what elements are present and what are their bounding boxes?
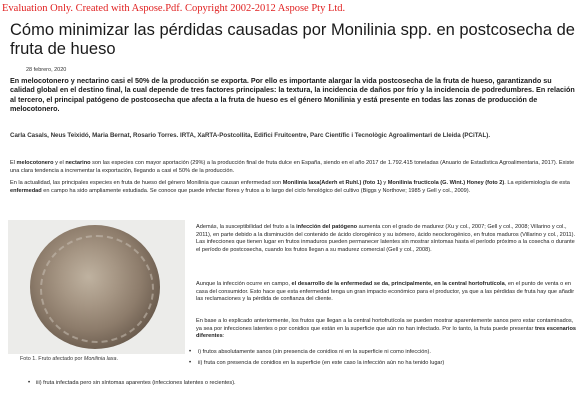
authors-line: Carla Casals, Neus Teixidó, Maria Bernat, Rosario Torres. IRTA, XaRTA-Postcollita, Edifici Fruitcentre, Parc Científic i Tecnològic Agroalimentari de Lleida (PCiTAL).	[10, 132, 491, 139]
disease-development-paragraph: Aunque la infección ocurre en campo, el desarrollo de la enfermedad se da, principalmente, en la central hortofrutícola, en el punto de venta o en casa del consumidor. Esto hace que esta enfermedad tenga un gran impacto económico para el productor, ya que a las pérdidas de fruta hay que añadir las reclamaciones y la pérdida de confianza del cliente.	[196, 281, 575, 303]
scenarios-list	[188, 349, 580, 370]
susceptibility-paragraph: Además, la susceptibilidad del fruto a la infección del patógeno aumenta con el grado de madurez (Xu y col., 2007; Gell y col., 2008; Villarino y col., 2011), en parte debido a la disminución del contenido de ácido clorogénico y su isómero, ácido neoclorogénico, en frutos maduros (Villarino y col., 2011). Las infecciones que tienen lugar en frutos inmaduros pueden permanecer latentes sin mostrar síntomas hasta el período próximo a la cosecha o durante el período de postcosecha, cuando los frutos llegan a su madurez comercial (Gell y col., 2008).	[196, 224, 576, 253]
figure-photo-1	[8, 220, 185, 366]
figure-caption: Foto 1. Fruto afectado por Monilinia laxa.	[20, 356, 118, 362]
sporulation-ring	[40, 235, 154, 343]
list-item-last: • iii) fruta infectada pero sin síntomas aparentes (infecciones latentes o recientes).	[36, 380, 236, 386]
emphasis-nectarino: nectarino	[65, 160, 91, 166]
scenarios-paragraph: En base a lo explicado anteriormente, los frutos que llegan a la central hortofrutícola se pueden mostrar aparentemente sanos pero estar contaminados, ya sea por infecciones latentes o por conidios que están en la superficie que aún no han infectado. Por lo tanto, la fruta puede presentar tres escenarios diferentes:	[196, 318, 577, 340]
article-title: Cómo minimizar las pérdidas causadas por Monilinia spp. en postcosecha de fruta de hueso	[10, 21, 575, 58]
list-item: • ii) fruta con presencia de conidios en la superficie (en este caso la infección aún no ha tenido lugar)	[188, 360, 580, 368]
emphasis-monilinia-fructicola: Monilinia fructicola (G. Wint.) Honey (foto 2)	[387, 180, 505, 186]
photo-background	[8, 220, 185, 354]
list-item: • i) frutos absolutamente sanos (sin presencia de conidios ni en la superficie ni como infección).	[188, 349, 580, 357]
emphasis-monilinia-laxa: Monilinia laxa(Aderh et Ruhl.) (foto 1)	[282, 180, 382, 186]
lead-paragraph: En melocotonero y nectarino casi el 50% de la producción se exporta. Por ello es importante alargar la vida postcosecha de la fruta de hueso, garantizando su calidad global en el destino final, la cual depende de tres factores principales: la textura, la incidencia de daños por frío y la incidencia de podredumbres. En relación al tercero, el principal patógeno de postcosecha que afecta a la fruta de hueso es el género Monilinia y está presente en todas las zonas de producción de melocotonero.	[10, 76, 575, 114]
intro-paragraph: El melocotonero y el nectarino son las especies con mayor aportación (29%) a la producción final de fruta dulce en España, siendo en el año 2017 de 1.792.415 toneladas (Anuario de Estadística Agroalimentaria, 2017). Existe una clara tendencia a incrementar la exportación, llegando a casi el 50% de la producción.	[10, 160, 575, 174]
species-paragraph: En la actualidad, las principales especies en fruta de hueso del género Monilinia que causan enfermedad son Monilinia laxa(Aderh et Ruhl.) (foto 1) y Monilinia fructicola (G. Wint.) Honey (foto 2). La epidemiología de esta enfermedad en campo ha sido ampliamente estudiada. Se conoce que puede infectar flores y frutos a lo largo del ciclo fenológico del cultivo (Biggs y Northove; 1985 y Gell y col., 2009).	[10, 180, 570, 194]
emphasis-enfermedad: enfermedad	[10, 187, 42, 194]
publish-date: 28 febrero, 2020	[26, 67, 67, 73]
emphasis-melocotonero: melocotonero	[16, 160, 54, 166]
evaluation-watermark: Evaluation Only. Created with Aspose.Pdf. Copyright 2002-2012 Aspose Pty Ltd.	[2, 3, 346, 14]
